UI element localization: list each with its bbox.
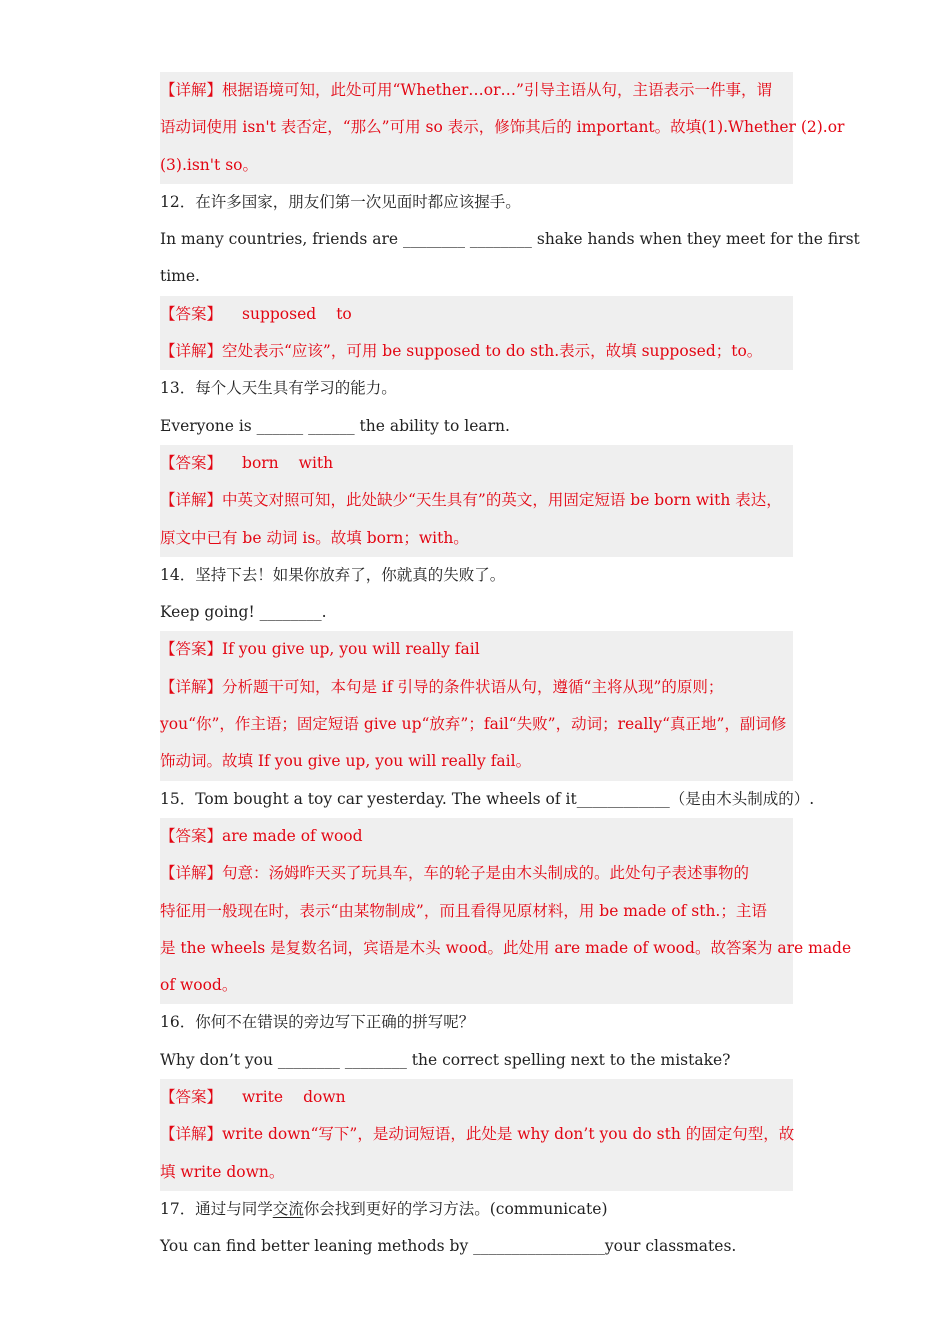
q13-detail-line: 原文中已有 be 动词 is。故填 born；with。	[160, 528, 469, 547]
q14-answer-block	[160, 631, 793, 780]
q15-detail-line: of wood。	[160, 976, 238, 995]
answer-label: 【答案】	[160, 1088, 223, 1107]
q13-answer-block	[160, 445, 793, 557]
answer-label: 【答案】	[160, 453, 223, 472]
q14-detail-line: you“你”，作主语；固定短语 give up“放弃”；fail“失败”，动词；really“真正地”，副词修	[160, 715, 787, 734]
q17-chinese	[160, 1191, 793, 1228]
answer-word: with	[298, 453, 334, 472]
q16-english: Why don’t you ________ ________ the correct spelling next to the mistake?	[160, 1050, 731, 1069]
q12-detail: 【详解】空处表示“应该”，可用 be supposed to do sth.表示，故填 supposed；to。	[160, 342, 763, 361]
q13-detail-line: 【详解】中英文对照可知，此处缺少“天生具有”的英文，用固定短语 be born with 表达，	[160, 491, 782, 510]
q14-detail-line: 【详解】分析题干可知，本句是 if 引导的条件状语从句，遵循“主将从现”的原则；	[160, 677, 724, 696]
q14-answer: 【答案】If you give up, you will really fail	[160, 640, 480, 659]
q17-chinese-prefix: 17．通过与同学	[160, 1199, 273, 1218]
q17-english: You can find better leaning methods by _________________your classmates.	[160, 1237, 737, 1256]
q13-chinese: 13．每个人天生具有学习的能力。	[160, 379, 397, 398]
answer-word: write	[242, 1088, 284, 1107]
q11-detail-line: (3).isn't so。	[160, 155, 258, 174]
q14-chinese: 14．坚持下去！如果你放弃了，你就真的失败了。	[160, 565, 506, 584]
q12-answer-block	[160, 296, 793, 371]
q11-detail-line: 语动词使用 isn't 表否定，“那么”可用 so 表示，修饰其后的 important。故填(1).Whether (2).or	[160, 118, 845, 137]
answer-word: born	[242, 453, 279, 472]
q15-detail-line: 是 the wheels 是复数名词，宾语是木头 wood。此处用 are made of wood。故答案为 are made	[160, 938, 852, 957]
answer-word: down	[303, 1088, 346, 1107]
q11-detail-line: 【详解】根据语境可知，此处可用“Whether…or…”引导主语从句，主语表示一件事，谓	[160, 81, 772, 99]
q15-answer-block	[160, 818, 852, 1004]
answer-word: to	[336, 304, 352, 323]
q12-english-cont: time.	[160, 267, 200, 286]
q15-english: 15．Tom bought a toy car yesterday. The wheels of it____________（是由木头制成的）.	[160, 789, 815, 808]
q14-english: Keep going! ________.	[160, 603, 327, 622]
q17-underlined-word: 交流	[272, 1199, 304, 1218]
q15-detail-line: 特征用一般现在时，表示“由某物制成”，而且看得见原材料，用 be made of sth.；主语	[160, 901, 767, 920]
answer-word: supposed	[242, 304, 317, 323]
document-page	[160, 72, 860, 1266]
q17-chinese-suffix: 你会找到更好的学习方法。(communicate)	[303, 1199, 608, 1218]
q16-answer-block	[160, 1079, 793, 1191]
q12-answer	[160, 296, 793, 333]
q16-chinese: 16．你何不在错误的旁边写下正确的拼写呢？	[160, 1013, 475, 1032]
q16-detail-line: 填 write down。	[160, 1162, 285, 1181]
q16-detail-line: 【详解】write down“写下”，是动词短语，此处是 why don’t you do sth 的固定句型，故	[160, 1125, 795, 1144]
q15-answer: 【答案】are made of wood	[160, 826, 363, 845]
q11-detail-block	[160, 72, 845, 184]
q13-english: Everyone is ______ ______ the ability to learn.	[160, 416, 510, 435]
answer-label: 【答案】	[160, 304, 223, 323]
q12-english: In many countries, friends are ________ ________ shake hands when they meet for the first	[160, 230, 860, 249]
q12-chinese: 12．在许多国家，朋友们第一次见面时都应该握手。	[160, 192, 521, 211]
q13-answer	[160, 445, 793, 482]
q14-detail-line: 饰动词。故填 If you give up, you will really fail。	[160, 752, 532, 771]
q15-detail-line: 【详解】句意：汤姆昨天买了玩具车，车的轮子是由木头制成的。此处句子表述事物的	[160, 864, 750, 883]
q16-answer	[160, 1079, 793, 1116]
